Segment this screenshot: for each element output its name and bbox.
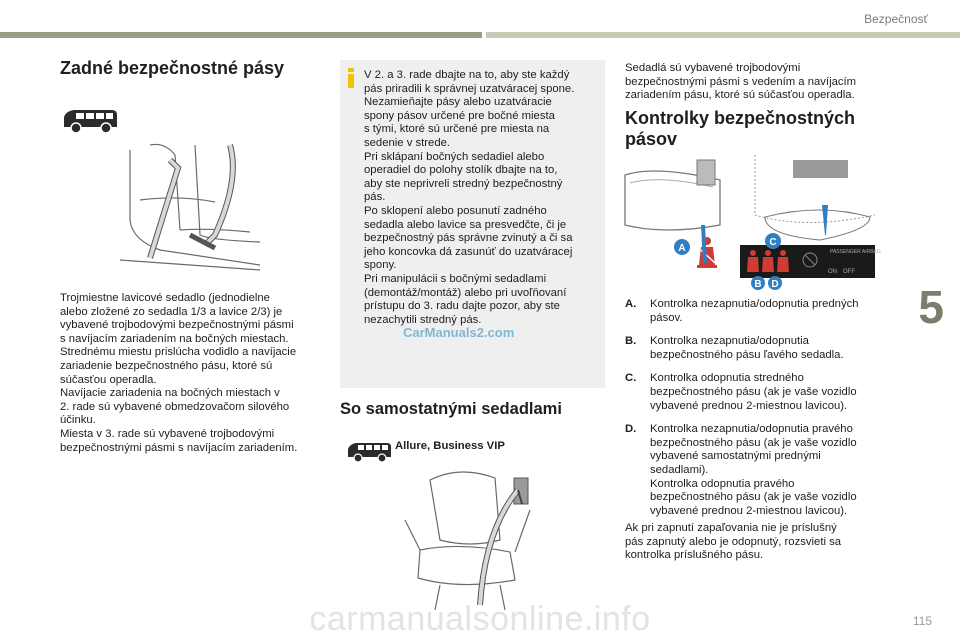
header-bar-right <box>486 32 960 38</box>
rear-belts-description: Trojmiestne lavicové sedadlo (jednodielne alebo zložené zo sedadla 1/3 a lavice 2/3) je vybavené trojbodovými bezpečnostnými pásmi s navíjacím zariadením na bočných miestach. Strednému miestu prislúcha vodidlo a navíjacie zariadenie bezpečnostného pásu, ktoré sú súčasťou operadla. Navíjacie zariadenia na bočných miestach v 2. rade sú vybavené obmedzovačom silového účinku. Miesta v 3. rade sú vybavené trojbodovými bezpečnostnými pásmi s navíjacím zariadením. <box>60 292 298 454</box>
page-number: 115 <box>912 614 932 628</box>
rear-bench-seatbelt-illustration <box>120 140 270 280</box>
svg-text:OFF: OFF <box>843 269 855 275</box>
watermark: carmanualsonline.info <box>309 600 651 638</box>
warning-lights-note: Ak pri zapnutí zapaľovania nie je príslušný pás zapnutý alebo je odopnutý, rozsvieti sa kontrolka príslušného pásu. <box>625 522 842 562</box>
header-bar-left <box>0 32 482 38</box>
individual-seat-illustration <box>400 460 540 610</box>
van-icon-small <box>345 440 393 464</box>
info-box-text: V 2. a 3. rade dbajte na to, aby ste každý pás priradili k správnej uzatváracej spone. Nezamieňajte pásy alebo uzatváracie spony pásov určené pre bočné miesta s tými, ktoré sú určené pre miesta na sedenie v strede. Pri sklápaní bočných sedadiel alebo operadiel do polohy stolík dbajte na to, aby ste neprivreli stredný bezpečnostný pás. Po sklopení alebo posunutí zadného sedadla alebo lavice sa presvedčte, či je bezpečnostný pás správne zvinutý a či sa jeho koncovka dá zasunúť do uzatváracej spony. Pri manipulácii s bočnými sedadlami (demontáž/montáž) alebo pri uvoľňovaní prístupu do 3. radu dajte pozor, aby ste nezachytili stredný pás. <box>364 69 575 326</box>
callout-a: A <box>678 243 686 254</box>
callout-d: D <box>771 279 779 290</box>
section-title: Bezpečnosť <box>864 12 928 26</box>
warning-lights-heading: Kontrolky bezpečnostných pásov <box>625 108 856 149</box>
warning-lights-list <box>625 298 893 528</box>
list-item: D. Kontrolka nezapnutia/odopnutia pravého bezpečnostného pásu (ak je vaše vozidlo vybavené samostatnými prednými sedadlami). Kontrolka odopnutia pravého bezpečnostného pásu (ak je vaše vozidlo vybavené prednou 2-miestnou lavicou). <box>625 423 857 517</box>
versions-label: Allure, Business VIP <box>395 440 505 452</box>
callout-b: B <box>754 279 762 290</box>
van-icon <box>60 107 120 135</box>
separate-seats-heading: So samostatnými sedadlami <box>340 400 562 418</box>
seats-intro-text: Sedadlá sú vybavené trojbodovými bezpečnostnými pásmi s vedením a navíjacím zariadením pásu, ktoré sú súčasťou operadla. <box>625 62 857 102</box>
info-icon <box>348 68 354 88</box>
list-item: A. Kontrolka nezapnutia/odopnutia predných pásov. <box>625 298 859 324</box>
svg-text:ON: ON <box>828 269 837 275</box>
callout-c: C <box>769 237 777 248</box>
svg-text:PASSENGER AIRBAG: PASSENGER AIRBAG <box>830 249 881 255</box>
page-title: Zadné bezpečnostné pásy <box>60 58 285 78</box>
list-item: B. Kontrolka nezapnutia/odopnutia bezpečnostného pásu ľavého sedadla. <box>625 335 844 361</box>
list-item: C. Kontrolka odopnutia stredného bezpečnostného pásu (ak je vaše vozidlo vybavené prednou 2-miestnou lavicou). <box>625 372 857 412</box>
watermark-carmanuals2: CarManuals2.com <box>403 325 515 340</box>
warning-lights-diagram <box>625 155 881 290</box>
chapter-number: 5 <box>918 281 944 333</box>
